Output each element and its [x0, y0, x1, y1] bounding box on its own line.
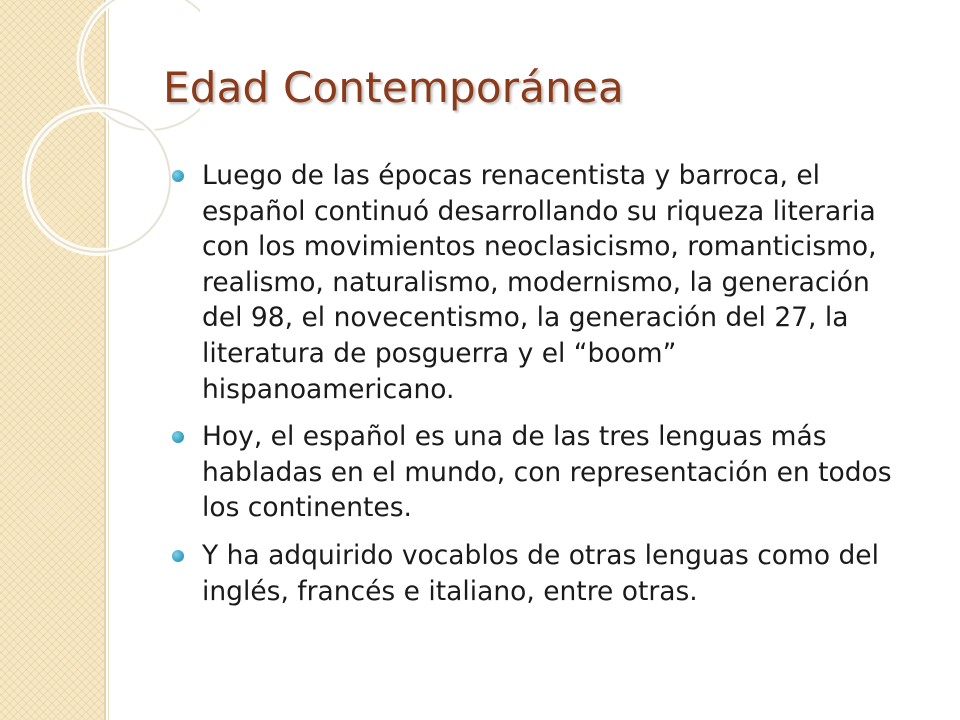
slide-title: Edad Contemporánea	[163, 63, 624, 112]
bullet-text: Hoy, el español es una de las tres lenguas más habladas en el mundo, con representación en todos los continentes.	[202, 421, 892, 524]
slide-content	[170, 158, 910, 621]
bullet-item	[170, 158, 910, 407]
circle-bullet-icon	[172, 550, 184, 562]
bullet-text: Luego de las épocas renacentista y barroca, el español continuó desarrollando su riqueza literaria con los movimientos neoclasicismo, romanticismo, realismo, naturalismo, modernismo, la generación del 98, el novecentismo, la generación del 27, la literatura de posguerra y el “boom” hispanoamericano.	[202, 160, 877, 405]
circle-bullet-icon	[172, 170, 184, 182]
bullet-list	[170, 158, 910, 609]
bullet-item	[170, 419, 910, 526]
bullet-text: Y ha adquirido vocablos de otras lenguas como del inglés, francés e italiano, entre otras.	[202, 539, 879, 607]
bullet-item	[170, 538, 910, 609]
circle-bullet-icon	[172, 431, 184, 443]
